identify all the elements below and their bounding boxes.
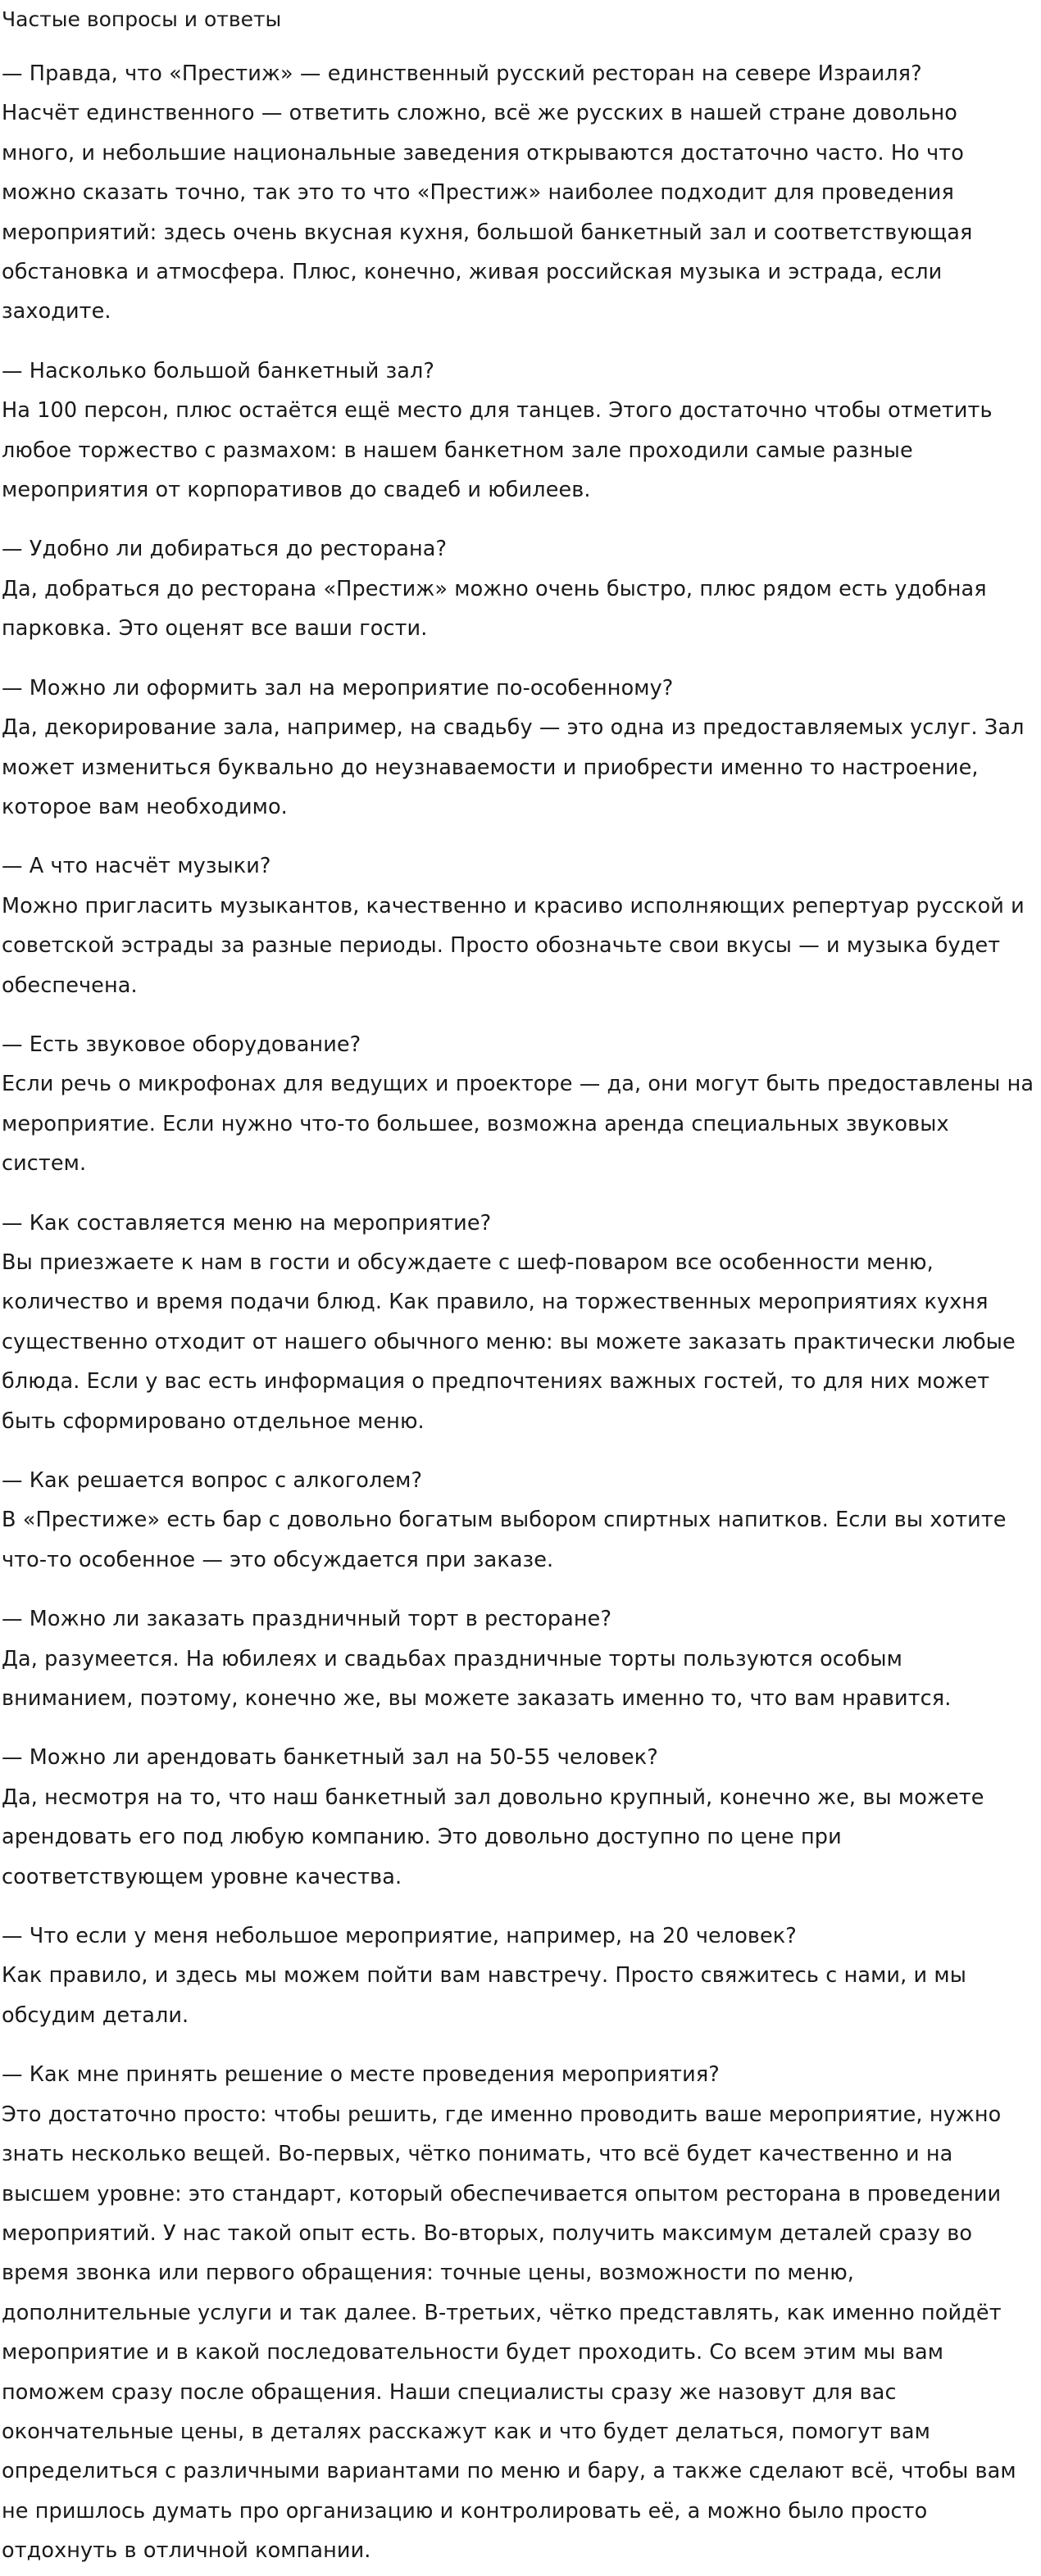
faq-answer: На 100 персон, плюс остаётся ещё место для танцев. Этого достаточно чтобы отметить любое торжество с размахом: в нашем банкетном зале проходили самые разные мероприятия от корпоративов до свадеб и юбилеев. — [2, 398, 993, 503]
faq-answer: Да, декорирование зала, например, на свадьбу — это одна из предоставляемых услуг. Зал может измениться буквально до неузнаваемости и приобрести именно то настроение, которое вам необходимо. — [2, 715, 1025, 819]
faq-question: — Можно ли заказать праздничный торт в ресторане? — [2, 1607, 612, 1632]
faq-item-10 — [2, 1718, 1036, 1897]
faq-answer: Да, несмотря на то, что наш банкетный зал довольно крупный, конечно же, вы можете арендовать его под любую компанию. Это довольно доступно по цене при соответствующем уровне качества. — [2, 1785, 984, 1889]
faq-question: — Можно ли оформить зал на мероприятие по-особенному? — [2, 675, 674, 701]
faq-answer: Если речь о микрофонах для ведущих и проекторе — да, они могут быть предоставлены на мероприятие. Если нужно что-то большее, возможна аренда специальных звуковых систем. — [2, 1072, 1034, 1177]
faq-answer: Вы приезжаете к нам в гости и обсуждаете с шеф-поваром все особенности меню, количество и время подачи блюд. Как правило, на торжественных мероприятиях кухня существенно отходит от нашего обычного меню: вы можете заказать практически любые блюда. Если у вас есть информация о предпочтениях важных гостей, то для них может быть сформировано отдельное меню. — [2, 1249, 1016, 1434]
faq-question: — Правда, что «Престиж» — единственный русский ресторан на севере Израиля? — [2, 61, 922, 86]
faq-item-4 — [2, 649, 1036, 828]
faq-answer: Как правило, и здесь мы можем пойти вам навстречу. Просто свяжитесь с нами, и мы обсудим детали. — [2, 1963, 966, 2028]
faq-answer: Можно пригласить музыкантов, качественно и красиво исполняющих репертуар русской и советской эстрады за разные периоды. Просто обозначьте свои вкусы — и музыка будет обеспечена. — [2, 893, 1025, 998]
faq-question: — Можно ли арендовать банкетный зал на 50-55 человек? — [2, 1745, 658, 1771]
faq-question: — А что насчёт музыки? — [2, 854, 271, 879]
faq-answer: Насчёт единственного — ответить сложно, всё же русских в нашей стране довольно много, и небольшие национальные заведения открываются достаточно часто. Но что можно сказать точно, так это то что «Престиж» наиболее подходит для проведения мероприятий: здесь очень вкусная кухня, большой банкетный зал и соответствующая обстановка и атмосфера. Плюс, конечно, живая российская музыка и эстрада, если заходите. — [2, 101, 973, 324]
faq-item-2 — [2, 332, 1036, 510]
faq-answer: Да, разумеется. На юбилеях и свадьбах праздничные торты пользуются особым вниманием, поэтому, конечно же, вы можете заказать именно то, что вам нравится. — [2, 1646, 952, 1712]
faq-answer: Это достаточно просто: чтобы решить, где именно проводить ваше мероприятие, нужно знать несколько вещей. Во-первых, чётко понимать, что всё будет качественно и на высшем уровне: это стандарт, который обеспечивается опытом ресторана в проведении мероприятий. У нас такой опыт есть. Во-вторых, получить максимум деталей сразу во время звонка или первого обращения: точные цены, возможности по меню, дополнительные услуги и так далее. В-третьих, чётко представлять, как именно пойдёт мероприятие и в какой последовательности будет проходить. Со всем этим мы вам поможем сразу после обращения. Наши специалисты сразу же назовут для вас окончательные цены, в деталях расскажут как и что будет делаться, помогут вам определиться с различными вариантами по меню и бару, а также сделают всё, чтобы вам не пришлось думать про организацию и контролировать её, а можно было просто отдохнуть в отличной компании. — [2, 2102, 1016, 2564]
faq-question: — Как составляется меню на мероприятие? — [2, 1210, 492, 1236]
faq-item-9 — [2, 1580, 1036, 1718]
faq-item-1 — [2, 34, 1036, 332]
faq-question: — Как решается вопрос с алкоголем? — [2, 1468, 423, 1493]
faq-question: — Есть звуковое оборудование? — [2, 1032, 361, 1057]
faq-item-7 — [2, 1184, 1036, 1441]
faq-item-12 — [2, 2035, 1036, 2570]
faq-item-3 — [2, 510, 1036, 648]
page-title: Частые вопросы и ответы — [2, 7, 282, 31]
faq-question: — Что если у меня небольшое мероприятие, например, на 20 человек? — [2, 1924, 797, 1949]
faq-question: — Удобно ли добираться до ресторана? — [2, 537, 448, 562]
faq-answer: Да, добраться до ресторана «Престиж» можно очень быстро, плюс рядом есть удобная парковка. Это оценят все ваши гости. — [2, 576, 987, 642]
faq-question: — Как мне принять решение о месте проведения мероприятия? — [2, 2062, 720, 2088]
faq-item-6 — [2, 1005, 1036, 1184]
faq-item-5 — [2, 827, 1036, 1005]
faq-answer: В «Престиже» есть бар с довольно богатым выбором спиртных напитков. Если вы хотите что-то особенное — это обсуждается при заказе. — [2, 1508, 1007, 1572]
faq-item-8 — [2, 1441, 1036, 1580]
faq-item-11 — [2, 1897, 1036, 2035]
faq-question: — Насколько большой банкетный зал? — [2, 358, 435, 383]
